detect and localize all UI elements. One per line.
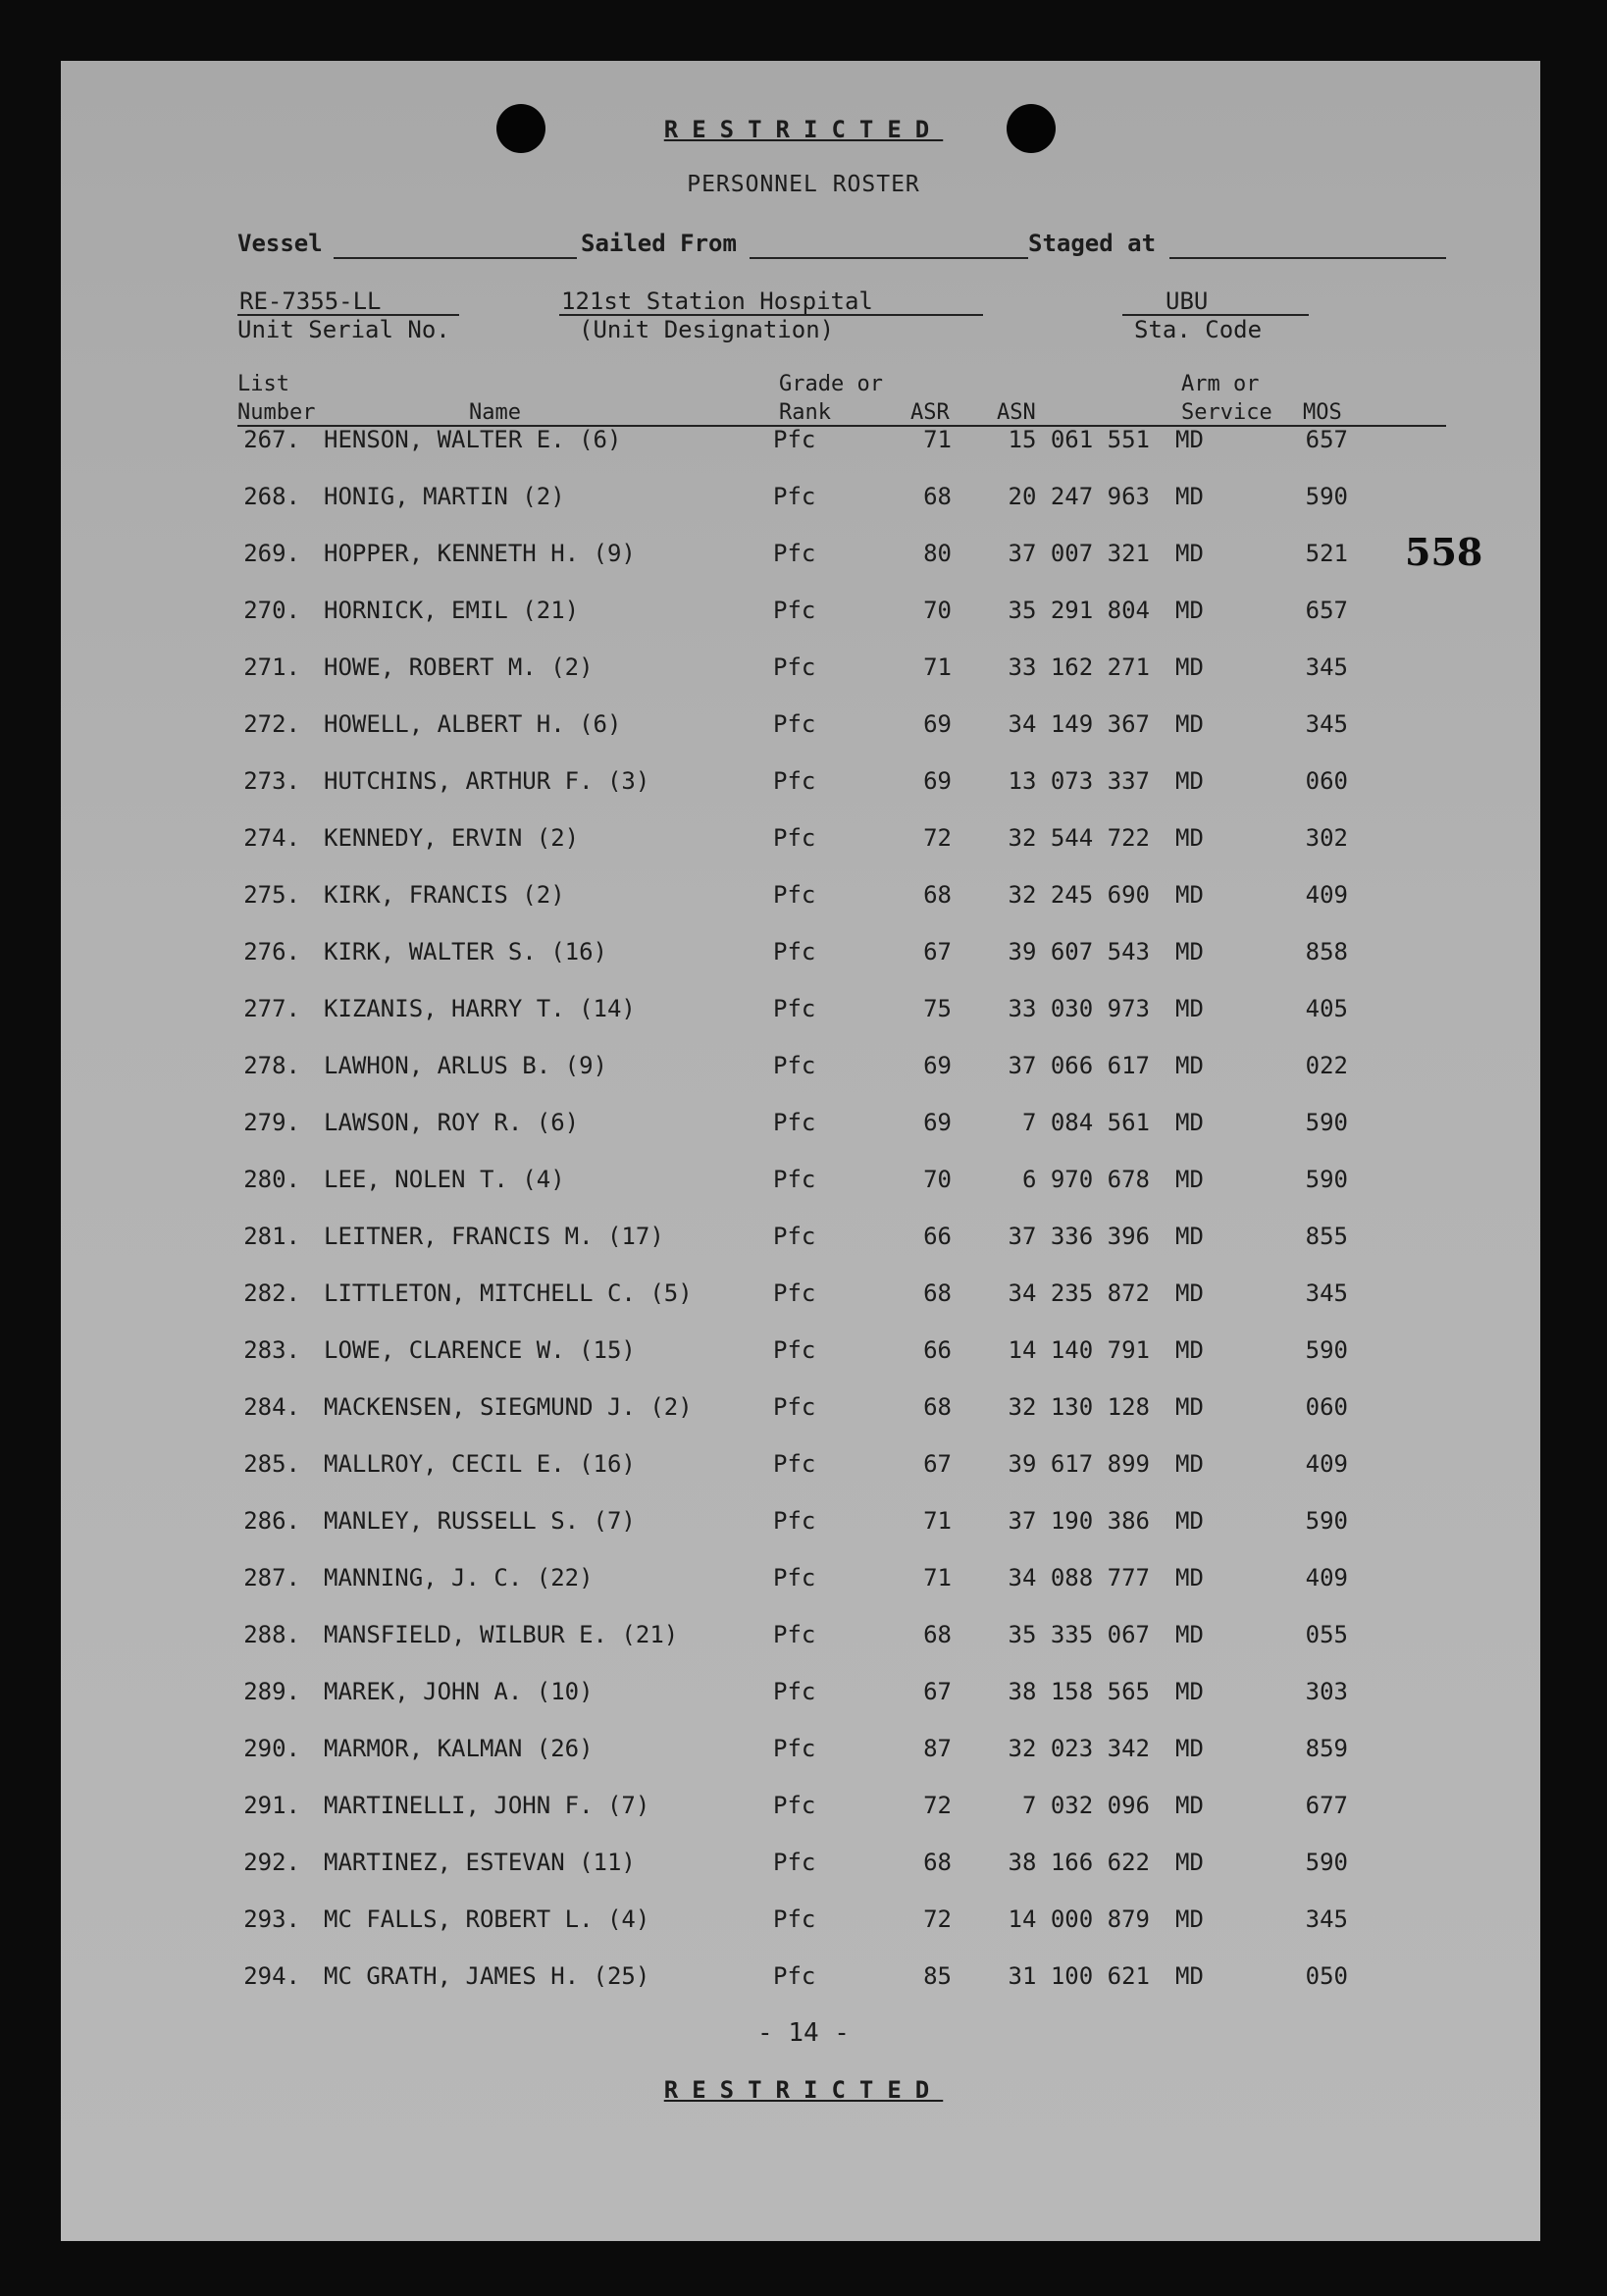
- unit-designation-caption: (Unit Designation): [579, 316, 835, 343]
- asr: 72: [923, 1792, 952, 1819]
- grade: Pfc: [773, 426, 816, 453]
- list-number: 280.: [243, 1166, 300, 1193]
- grade: Pfc: [773, 767, 816, 795]
- page-title: PERSONNEL ROSTER: [687, 172, 920, 197]
- mos: 345: [1305, 710, 1348, 738]
- grade: Pfc: [773, 483, 816, 510]
- person-name: LAWHON, ARLUS B. (9): [324, 1052, 607, 1079]
- staged-at-blank: [1169, 257, 1446, 259]
- list-number: 293.: [243, 1905, 300, 1933]
- asr: 66: [923, 1223, 952, 1250]
- arm-service: MD: [1175, 1507, 1204, 1535]
- roster-row: [0, 1279, 1607, 1319]
- col-header-grade: Grade or: [779, 372, 883, 396]
- list-number: 294.: [243, 1962, 300, 1990]
- mos: 302: [1305, 824, 1348, 852]
- list-number: 291.: [243, 1792, 300, 1819]
- person-name: HONIG, MARTIN (2): [324, 483, 565, 510]
- col-header-rank: Rank: [779, 400, 831, 425]
- grade: Pfc: [773, 597, 816, 624]
- roster-row: [0, 653, 1607, 693]
- roster-row: [0, 483, 1607, 522]
- staged-at-label: Staged at: [1028, 230, 1157, 257]
- arm-service: MD: [1175, 1905, 1204, 1933]
- arm-service: MD: [1175, 1849, 1204, 1876]
- person-name: MARTINELLI, JOHN F. (7): [324, 1792, 650, 1819]
- person-name: MANLEY, RUSSELL S. (7): [324, 1507, 636, 1535]
- asr: 72: [923, 824, 952, 852]
- person-name: MC FALLS, ROBERT L. (4): [324, 1905, 650, 1933]
- col-header-number: Number: [237, 400, 316, 425]
- person-name: HOWE, ROBERT M. (2): [324, 653, 594, 681]
- person-name: KIZANIS, HARRY T. (14): [324, 995, 636, 1022]
- grade: Pfc: [773, 1166, 816, 1193]
- person-name: HOWELL, ALBERT H. (6): [324, 710, 622, 738]
- grade: Pfc: [773, 1962, 816, 1990]
- arm-service: MD: [1175, 1052, 1204, 1079]
- person-name: MARMOR, KALMAN (26): [324, 1735, 594, 1762]
- asr: 68: [923, 1621, 952, 1648]
- roster-row: [0, 1336, 1607, 1376]
- mos: 657: [1305, 426, 1348, 453]
- asn: 38 166 622: [1008, 1849, 1150, 1876]
- asn: 34 235 872: [1008, 1279, 1150, 1307]
- arm-service: MD: [1175, 1109, 1204, 1136]
- arm-service: MD: [1175, 1678, 1204, 1705]
- asr: 72: [923, 1905, 952, 1933]
- list-number: 277.: [243, 995, 300, 1022]
- asr: 69: [923, 1052, 952, 1079]
- list-number: 273.: [243, 767, 300, 795]
- arm-service: MD: [1175, 1336, 1204, 1364]
- mos: 409: [1305, 881, 1348, 909]
- arm-service: MD: [1175, 1792, 1204, 1819]
- asr: 71: [923, 1507, 952, 1535]
- list-number: 287.: [243, 1564, 300, 1592]
- person-name: KENNEDY, ERVIN (2): [324, 824, 580, 852]
- classification-top: RESTRICTED: [663, 116, 944, 143]
- asn: 39 607 543: [1008, 938, 1150, 965]
- person-name: KIRK, WALTER S. (16): [324, 938, 607, 965]
- mos: 590: [1305, 1166, 1348, 1193]
- roster-row: [0, 1678, 1607, 1717]
- arm-service: MD: [1175, 1166, 1204, 1193]
- person-name: LOWE, CLARENCE W. (15): [324, 1336, 636, 1364]
- col-header-list: List: [237, 372, 289, 396]
- grade: Pfc: [773, 653, 816, 681]
- arm-service: MD: [1175, 1735, 1204, 1762]
- mos: 060: [1305, 767, 1348, 795]
- list-number: 278.: [243, 1052, 300, 1079]
- arm-service: MD: [1175, 1393, 1204, 1421]
- asr: 68: [923, 1849, 952, 1876]
- mos: 677: [1305, 1792, 1348, 1819]
- roster-row: [0, 995, 1607, 1034]
- mos: 590: [1305, 483, 1348, 510]
- roster-row: [0, 1052, 1607, 1091]
- asn: 14 000 879: [1008, 1905, 1150, 1933]
- stamped-page-number: 558: [1405, 530, 1483, 574]
- asr: 68: [923, 881, 952, 909]
- station-code-value: UBU: [1166, 287, 1209, 315]
- asn: 33 162 271: [1008, 653, 1150, 681]
- arm-service: MD: [1175, 710, 1204, 738]
- asn: 7 084 561: [1021, 1109, 1150, 1136]
- asr: 75: [923, 995, 952, 1022]
- asr: 67: [923, 1678, 952, 1705]
- list-number: 269.: [243, 540, 300, 567]
- page-number: - 14 -: [757, 2018, 850, 2048]
- roster-row: [0, 1507, 1607, 1546]
- asn: 35 291 804: [1008, 597, 1150, 624]
- mos: 859: [1305, 1735, 1348, 1762]
- asr: 71: [923, 653, 952, 681]
- mos: 590: [1305, 1109, 1348, 1136]
- roster-row: [0, 1849, 1607, 1888]
- roster-row: [0, 881, 1607, 920]
- mos: 590: [1305, 1336, 1348, 1364]
- arm-service: MD: [1175, 1962, 1204, 1990]
- grade: Pfc: [773, 1905, 816, 1933]
- roster-row: [0, 597, 1607, 636]
- grade: Pfc: [773, 1279, 816, 1307]
- person-name: MACKENSEN, SIEGMUND J. (2): [324, 1393, 693, 1421]
- asn: 31 100 621: [1008, 1962, 1150, 1990]
- grade: Pfc: [773, 1735, 816, 1762]
- asr: 71: [923, 426, 952, 453]
- list-number: 288.: [243, 1621, 300, 1648]
- mos: 409: [1305, 1564, 1348, 1592]
- grade: Pfc: [773, 995, 816, 1022]
- asr: 69: [923, 710, 952, 738]
- roster-row: [0, 1905, 1607, 1945]
- col-header-name: Name: [469, 400, 521, 425]
- grade: Pfc: [773, 540, 816, 567]
- grade: Pfc: [773, 881, 816, 909]
- col-header-mos: MOS: [1303, 400, 1342, 425]
- asn: 37 190 386: [1008, 1507, 1150, 1535]
- asn: 37 336 396: [1008, 1223, 1150, 1250]
- asr: 69: [923, 1109, 952, 1136]
- list-number: 268.: [243, 483, 300, 510]
- grade: Pfc: [773, 1109, 816, 1136]
- asn: 32 544 722: [1008, 824, 1150, 852]
- arm-service: MD: [1175, 938, 1204, 965]
- list-number: 285.: [243, 1450, 300, 1478]
- mos: 521: [1305, 540, 1348, 567]
- person-name: MC GRATH, JAMES H. (25): [324, 1962, 650, 1990]
- roster-row: [0, 1450, 1607, 1489]
- asn: 32 130 128: [1008, 1393, 1150, 1421]
- vessel-blank: [334, 257, 577, 259]
- grade: Pfc: [773, 1564, 816, 1592]
- mos: 345: [1305, 1905, 1348, 1933]
- unit-serial-caption: Unit Serial No.: [237, 316, 450, 343]
- grade: Pfc: [773, 1336, 816, 1364]
- grade: Pfc: [773, 1052, 816, 1079]
- asn: 34 149 367: [1008, 710, 1150, 738]
- list-number: 276.: [243, 938, 300, 965]
- person-name: MAREK, JOHN A. (10): [324, 1678, 594, 1705]
- asr: 87: [923, 1735, 952, 1762]
- col-header-asr: ASR: [910, 400, 950, 425]
- arm-service: MD: [1175, 1223, 1204, 1250]
- grade: Pfc: [773, 1678, 816, 1705]
- mos: 303: [1305, 1678, 1348, 1705]
- mos: 060: [1305, 1393, 1348, 1421]
- asn: 39 617 899: [1008, 1450, 1150, 1478]
- arm-service: MD: [1175, 653, 1204, 681]
- list-number: 286.: [243, 1507, 300, 1535]
- person-name: MANSFIELD, WILBUR E. (21): [324, 1621, 679, 1648]
- arm-service: MD: [1175, 483, 1204, 510]
- grade: Pfc: [773, 1849, 816, 1876]
- arm-service: MD: [1175, 540, 1204, 567]
- roster-row: [0, 824, 1607, 863]
- asr: 85: [923, 1962, 952, 1990]
- station-code-caption: Sta. Code: [1134, 316, 1263, 343]
- col-header-asn: ASN: [997, 400, 1036, 425]
- asn: 38 158 565: [1008, 1678, 1150, 1705]
- asr: 70: [923, 597, 952, 624]
- roster-row: [0, 1393, 1607, 1433]
- arm-service: MD: [1175, 824, 1204, 852]
- asn: 35 335 067: [1008, 1621, 1150, 1648]
- list-number: 283.: [243, 1336, 300, 1364]
- roster-row: [0, 767, 1607, 807]
- asn: 32 023 342: [1008, 1735, 1150, 1762]
- roster-row: [0, 1735, 1607, 1774]
- arm-service: MD: [1175, 1621, 1204, 1648]
- vessel-label: Vessel: [237, 230, 323, 257]
- roster-row: [0, 1166, 1607, 1205]
- person-name: LAWSON, ROY R. (6): [324, 1109, 580, 1136]
- asr: 68: [923, 1393, 952, 1421]
- person-name: KIRK, FRANCIS (2): [324, 881, 565, 909]
- grade: Pfc: [773, 824, 816, 852]
- asn: 34 088 777: [1008, 1564, 1150, 1592]
- grade: Pfc: [773, 1792, 816, 1819]
- asr: 66: [923, 1336, 952, 1364]
- grade: Pfc: [773, 1393, 816, 1421]
- asr: 68: [923, 483, 952, 510]
- grade: Pfc: [773, 710, 816, 738]
- person-name: HORNICK, EMIL (21): [324, 597, 580, 624]
- mos: 345: [1305, 653, 1348, 681]
- col-header-service: Service: [1181, 400, 1272, 425]
- list-number: 271.: [243, 653, 300, 681]
- person-name: HUTCHINS, ARTHUR F. (3): [324, 767, 650, 795]
- roster-row: [0, 1109, 1607, 1148]
- asn: 20 247 963: [1008, 483, 1150, 510]
- asr: 70: [923, 1166, 952, 1193]
- mos: 590: [1305, 1507, 1348, 1535]
- asn: 33 030 973: [1008, 995, 1150, 1022]
- arm-service: MD: [1175, 426, 1204, 453]
- classification-bottom: RESTRICTED: [663, 2076, 944, 2104]
- arm-service: MD: [1175, 995, 1204, 1022]
- col-header-arm: Arm or: [1181, 372, 1260, 396]
- list-number: 282.: [243, 1279, 300, 1307]
- roster-row: [0, 540, 1607, 579]
- list-number: 290.: [243, 1735, 300, 1762]
- asr: 69: [923, 767, 952, 795]
- person-name: LEITNER, FRANCIS M. (17): [324, 1223, 664, 1250]
- roster-row: [0, 426, 1607, 465]
- mos: 345: [1305, 1279, 1348, 1307]
- list-number: 274.: [243, 824, 300, 852]
- asn: 15 061 551: [1008, 426, 1150, 453]
- grade: Pfc: [773, 1223, 816, 1250]
- asr: 71: [923, 1564, 952, 1592]
- asn: 14 140 791: [1008, 1336, 1150, 1364]
- mos: 409: [1305, 1450, 1348, 1478]
- person-name: HENSON, WALTER E. (6): [324, 426, 622, 453]
- mos: 405: [1305, 995, 1348, 1022]
- list-number: 292.: [243, 1849, 300, 1876]
- person-name: MALLROY, CECIL E. (16): [324, 1450, 636, 1478]
- list-number: 267.: [243, 426, 300, 453]
- roster-row: [0, 1621, 1607, 1660]
- mos: 022: [1305, 1052, 1348, 1079]
- grade: Pfc: [773, 1621, 816, 1648]
- grade: Pfc: [773, 1507, 816, 1535]
- person-name: MANNING, J. C. (22): [324, 1564, 594, 1592]
- arm-service: MD: [1175, 1450, 1204, 1478]
- mos: 590: [1305, 1849, 1348, 1876]
- mos: 657: [1305, 597, 1348, 624]
- asr: 68: [923, 1279, 952, 1307]
- grade: Pfc: [773, 1450, 816, 1478]
- list-number: 272.: [243, 710, 300, 738]
- asr: 80: [923, 540, 952, 567]
- unit-designation-value: 121st Station Hospital: [561, 287, 873, 315]
- arm-service: MD: [1175, 881, 1204, 909]
- arm-service: MD: [1175, 767, 1204, 795]
- mos: 855: [1305, 1223, 1348, 1250]
- asn: 37 066 617: [1008, 1052, 1150, 1079]
- roster-row: [0, 1792, 1607, 1831]
- person-name: HOPPER, KENNETH H. (9): [324, 540, 636, 567]
- asr: 67: [923, 1450, 952, 1478]
- grade: Pfc: [773, 938, 816, 965]
- asn: 37 007 321: [1008, 540, 1150, 567]
- asn: 13 073 337: [1008, 767, 1150, 795]
- roster-row: [0, 710, 1607, 750]
- list-number: 275.: [243, 881, 300, 909]
- sailed-from-blank: [750, 257, 1028, 259]
- list-number: 281.: [243, 1223, 300, 1250]
- mos: 858: [1305, 938, 1348, 965]
- unit-serial-value: RE-7355-LL: [239, 287, 382, 315]
- list-number: 270.: [243, 597, 300, 624]
- arm-service: MD: [1175, 1279, 1204, 1307]
- list-number: 284.: [243, 1393, 300, 1421]
- person-name: MARTINEZ, ESTEVAN (11): [324, 1849, 636, 1876]
- list-number: 279.: [243, 1109, 300, 1136]
- mos: 055: [1305, 1621, 1348, 1648]
- asn: 32 245 690: [1008, 881, 1150, 909]
- list-number: 289.: [243, 1678, 300, 1705]
- roster-row: [0, 1564, 1607, 1603]
- arm-service: MD: [1175, 597, 1204, 624]
- person-name: LEE, NOLEN T. (4): [324, 1166, 565, 1193]
- person-name: LITTLETON, MITCHELL C. (5): [324, 1279, 693, 1307]
- roster-row: [0, 1223, 1607, 1262]
- mos: 050: [1305, 1962, 1348, 1990]
- roster-row: [0, 1962, 1607, 2002]
- roster-row: [0, 938, 1607, 977]
- asn: 6 970 678: [1021, 1166, 1150, 1193]
- sailed-from-label: Sailed From: [581, 230, 737, 257]
- asr: 67: [923, 938, 952, 965]
- arm-service: MD: [1175, 1564, 1204, 1592]
- asn: 7 032 096: [1021, 1792, 1150, 1819]
